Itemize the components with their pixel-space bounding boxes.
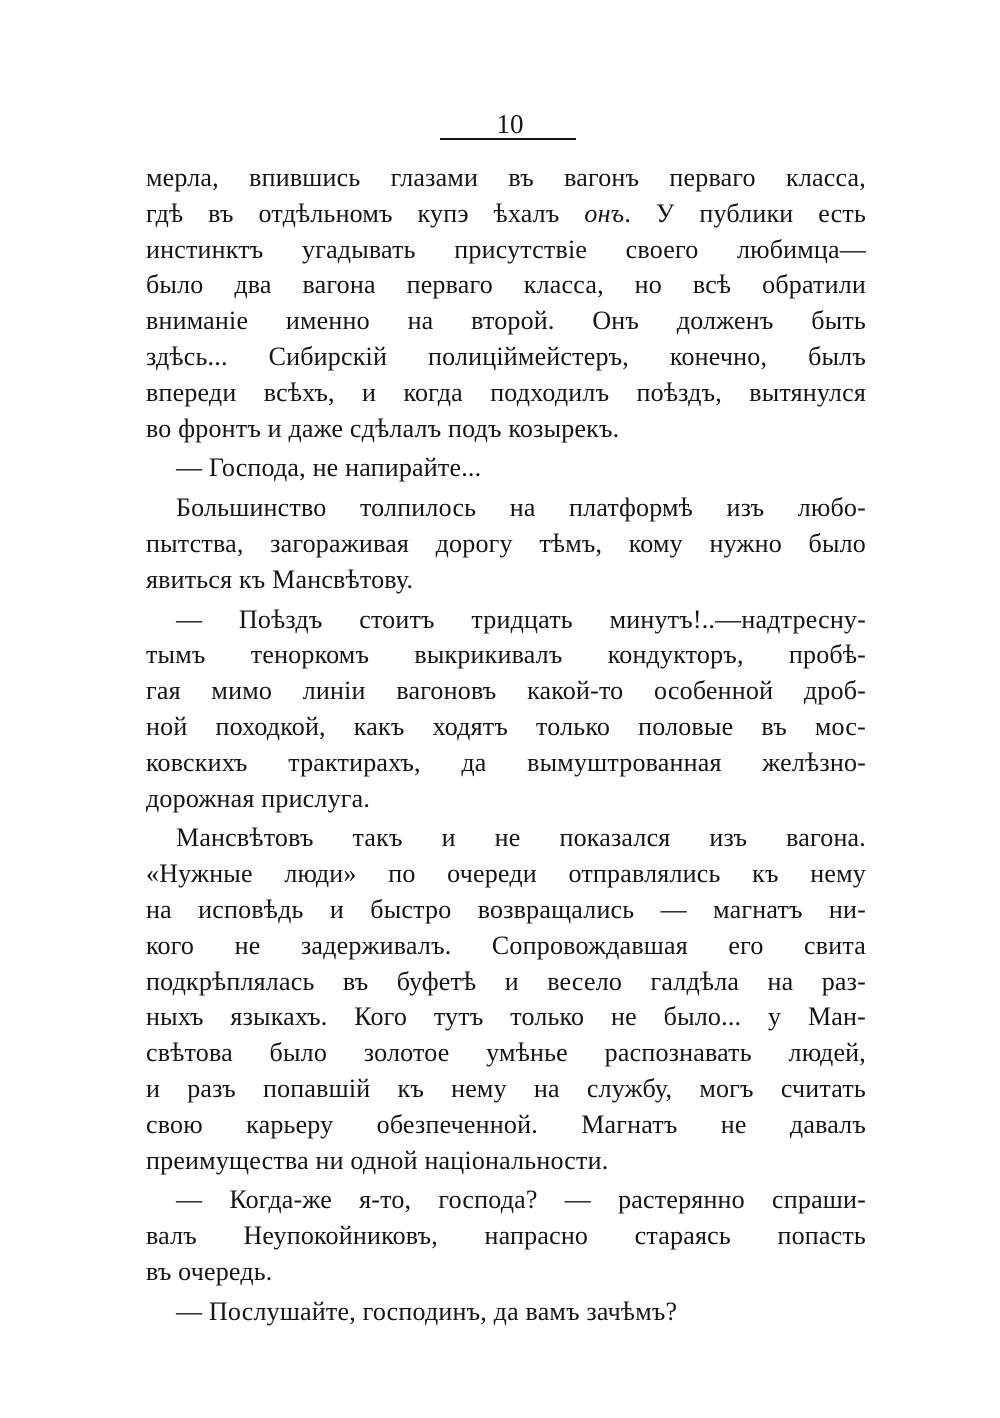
- page-number: 10: [496, 109, 524, 139]
- text-line: Мансвѣтовъ такъ и не показался изъ вагона.: [176, 823, 866, 853]
- text-line: — Послушайте, господинъ, да вамъ зачѣмъ?: [176, 1296, 678, 1326]
- text-segment: гдѣ въ отдѣльномъ купэ ѣхалъ: [146, 198, 560, 228]
- text-line: во фронтъ и даже сдѣлалъ подъ козырекъ.: [146, 413, 620, 443]
- text-line: и разъ попавшій къ нему на службу, могъ считать: [146, 1073, 866, 1103]
- text-line: ной походкой, какъ ходятъ только половые въ мос-: [146, 711, 866, 741]
- page-number-rule: [440, 138, 576, 140]
- text-line: подкрѣплялась въ буфетѣ и весело галдѣла на раз-: [146, 966, 866, 996]
- text-line: — Поѣздъ стоитъ тридцать минутъ!..—надтресну-: [176, 604, 866, 634]
- text-line: ковскихъ трактирахъ, да вымуштрованная желѣзно-: [146, 747, 866, 777]
- text-line: ныхъ языкахъ. Кого тутъ только не было... у Ман-: [146, 1002, 866, 1032]
- text-segment: . У публики есть: [624, 198, 866, 228]
- text-line: пытства, загораживая дорогу тѣмъ, кому нужно было: [146, 528, 866, 558]
- text-line: «Нужные люди» по очереди отправлялись къ нему: [146, 859, 866, 889]
- text-line: Большинство толпилось на платформѣ изъ любо-: [176, 493, 866, 523]
- body-text: [146, 160, 866, 1330]
- text-line: гая мимо линіи вагоновъ какой-то особенной дроб-: [146, 676, 866, 706]
- italic-word: онъ: [584, 198, 625, 228]
- text-line: свою карьеру обезпеченной. Магнатъ не давалъ: [146, 1109, 866, 1139]
- text-line: тымъ теноркомъ выкрикивалъ кондукторъ, пробѣ-: [146, 640, 866, 670]
- text-line: явиться къ Мансвѣтову.: [146, 564, 414, 594]
- text-line: вниманіе именно на второй. Онъ долженъ быть: [146, 306, 866, 336]
- text-line: дорожная прислуга.: [146, 783, 371, 813]
- text-line: здѣсь... Сибирскій полиціймейстеръ, конечно, былъ: [146, 341, 866, 371]
- text-line: кого не задерживалъ. Сопровождавшая его свита: [146, 930, 866, 960]
- text-line: валъ Неупокойниковъ, напрасно стараясь попасть: [146, 1221, 866, 1251]
- text-line: — Когда-же я-то, господа? — растерянно спраши-: [176, 1185, 866, 1215]
- text-line: было два вагона перваго класса, но всѣ обратили: [146, 270, 866, 300]
- text-line: преимущества ни одной національности.: [146, 1145, 609, 1175]
- text-line: мерла, впившись глазами въ вагонъ перваго класса,: [146, 163, 866, 192]
- text-line: [146, 196, 866, 232]
- text-line: инстинктъ угадывать присутствіе своего любимца—: [146, 234, 866, 264]
- text-line: въ очередь.: [146, 1256, 273, 1286]
- text-line: свѣтова было золотое умѣнье распознавать людей,: [146, 1038, 866, 1068]
- text-line: — Господа, не напирайте...: [176, 453, 482, 483]
- text-line: впереди всѣхъ, и когда подходилъ поѣздъ, вытянулся: [146, 377, 866, 407]
- text-line: на исповѣдь и быстро возвращались — магнатъ ни-: [146, 894, 866, 924]
